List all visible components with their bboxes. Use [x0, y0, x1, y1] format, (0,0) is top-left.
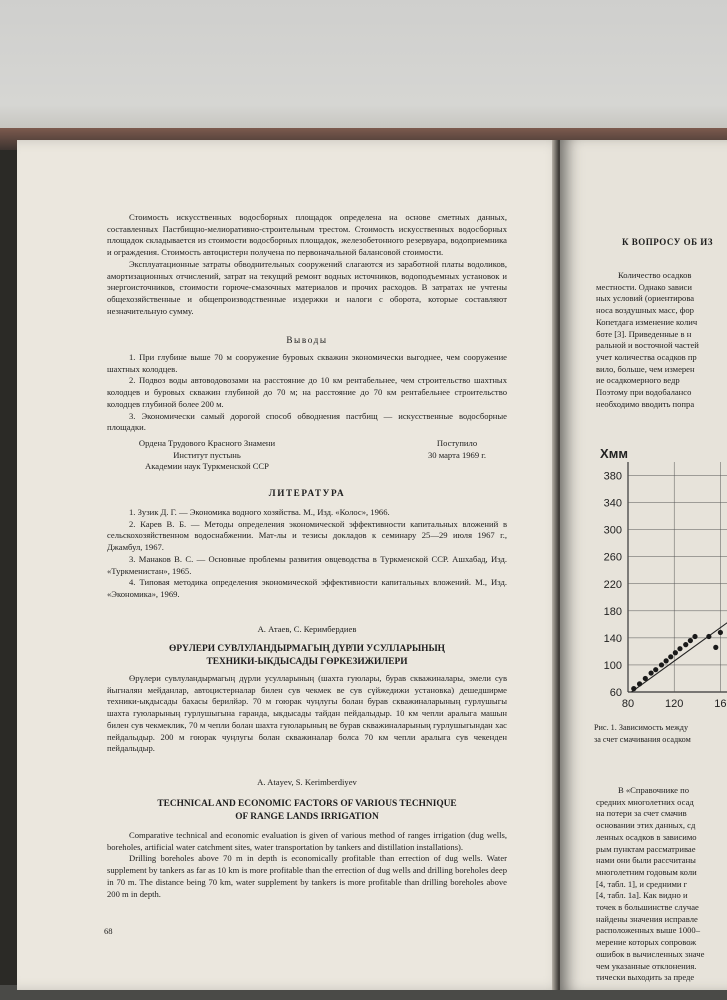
received-block	[407, 438, 507, 461]
intro-line: вило, больше, чем измерен	[596, 363, 695, 374]
turkmen-summary-text: Өрүлери сувлуландырмагың дүрли усулларының (шахта гуюлары, бурав скважиналары, эмели сув йыгналян мейданлар, автоцистерналар билен сув чекмек ве сув сүйжедижи установка) дешедширме техники-ыкдысады бахасы берилйәр. 70 м гоюрак чуңлугы болан бурав скважиналарының гурлушыгы шахта гуюларының гурлушыгына гаранда, ыкдысады тайдан пейдалыдыр. 10 км чепли аралыга машын билен сув чекмеклик, 70 м чепли болан шахта гуюларының ве бурав скважиналарының гурлушыгындан хас пейдалыдыр. 200 м гоюрак чуңлугы болан скважиналар болса 70 км чепли аралыга сув чекенден пейдалыдыр.	[107, 673, 507, 754]
reference-1: 1. Зузик Д. Г. — Экономика водного хозяйства. М., Изд. «Колос», 1966.	[129, 507, 390, 517]
figure-caption	[594, 722, 691, 745]
y-tick-label: 300	[603, 524, 622, 537]
intro-line: боте [3]. Приведенные в н	[596, 328, 692, 339]
conclusion-3: 3. Экономически самый дорогой способ обводнения пастбищ — искусственные водосборные площадки.	[107, 410, 507, 433]
turkmen-title-line-1: ӨРҮЛЕРИ СУВЛУЛАНДЫРМАГЫҢ ДҮРЛИ УСУЛЛАРЫНЫҢ	[169, 644, 445, 654]
conclusions-title: Выводы	[286, 335, 328, 345]
data-point	[664, 658, 669, 663]
english-title-line-2: OF RANGE LANDS IRRIGATION	[235, 811, 379, 822]
data-point	[706, 634, 711, 639]
body-line: точек в большинстве случае	[596, 902, 699, 913]
english-summary	[107, 830, 507, 900]
right-heading: К ВОПРОСУ ОБ ИЗ	[622, 237, 714, 247]
data-point	[692, 634, 697, 639]
turkmen-title	[107, 643, 507, 668]
intro-line: местности. Однако зависи	[596, 281, 692, 292]
y-tick-label: 180	[603, 605, 622, 618]
intro-line: учет количества осадков пр	[596, 351, 697, 362]
precipitation-chart	[580, 440, 727, 720]
affiliation-line-3: Академии наук Туркменской ССР	[145, 461, 269, 472]
body-line: на потери за счет смачив	[596, 808, 687, 819]
data-point	[718, 630, 723, 635]
conclusion-1: 1. При глубине выше 70 м сооружение буровых скважин экономически выгоднее, чем сооружение шахтных колодцев.	[107, 352, 507, 374]
body-line: средних многолетних осад	[596, 796, 694, 807]
intro-line: ие осадкомерного ведр	[596, 375, 680, 386]
x-tick-label: 80	[621, 698, 635, 710]
x-tick-label: 16	[714, 698, 727, 710]
y-tick-label: 260	[603, 551, 622, 564]
intro-line: необходимо вводить попра	[596, 398, 695, 409]
costs-section	[107, 212, 507, 317]
trend-line	[631, 621, 727, 692]
intro-line: ных условий (ориентирова	[596, 293, 695, 304]
figure-caption-line-2: за счет смачивания осадком	[594, 734, 691, 744]
data-point	[683, 642, 688, 647]
conclusion-2: 2. Подвоз воды автоводовозами на расстояние до 10 км рентабельнее, чем строительство шахтных колодцев и буровых скважин глубиной до 70 м; на расстояние до 70 км рентабельнее строительство колодцев глубиной более 200 м.	[107, 375, 507, 409]
body-line: [4, табл. 1], и средними г	[596, 878, 688, 889]
turkmen-title-line-2: ТЕХНИКИ-ЫКДЫСАДЫ ГӨРКЕЗИЖИЛЕРИ	[206, 656, 408, 667]
turkmen-authors: А. Атаев, С. Керимбердиев	[257, 624, 357, 634]
data-point	[653, 667, 658, 672]
body-line: В «Справочнике по	[618, 785, 690, 795]
y-axis-label: Хмм	[600, 446, 628, 461]
literature-title: ЛИТЕРАТУРА	[268, 488, 346, 498]
english-paragraph-2: Drilling boreholes above 70 m in depth is economically profitable than errection of dug wells. Water supplement by tankers as far as 10 km is more profitable than the errection of dug wells and drilling boreholes deep in 70 m. The distance being 70 km, water supplement by tankers is more profitable than drilling boreholes above 200 m in depth.	[107, 853, 507, 899]
affiliation-line-1: Ордена Трудового Красного Знамени	[138, 438, 276, 448]
body-line: нами они были рассчитаны	[596, 855, 696, 866]
intro-line: Количество осадков	[618, 270, 692, 280]
body-line: [4, табл. 1а]. Как видно и	[596, 890, 688, 901]
body-line: расположенных выше 1000–	[596, 925, 701, 936]
data-point	[659, 662, 664, 667]
english-paragraph-1: Comparative technical and economic evaluation is given of various method of ranges irrigation (dug wells, boreholes, artificial water catchment sites, water transportation by tankers and distillation installations).	[107, 830, 507, 852]
received-date: 30 марта 1969 г.	[428, 449, 486, 460]
references-list	[107, 507, 507, 601]
body-line: мерение которых сопровож	[596, 937, 697, 948]
intro-line: ральной и восточной частей	[596, 340, 699, 351]
affiliation	[107, 438, 307, 473]
right-body	[596, 785, 704, 984]
data-point	[673, 650, 678, 655]
y-tick-label: 220	[603, 578, 622, 591]
english-title-line-1: TECHNICAL AND ECONOMIC FACTORS OF VARIOUS TECHNIQUE	[157, 799, 457, 809]
reference-4: 4. Типовая методика определения экономической эффективности капитальных вложений. М., Изд. «Экономика», 1969.	[107, 577, 507, 599]
page-number: 68	[104, 926, 113, 936]
intro-line: Копетдага изменение колич	[596, 316, 698, 327]
data-point	[637, 681, 642, 686]
conclusions-list	[107, 352, 507, 434]
body-line: тически выходить за преде	[596, 972, 695, 983]
data-point	[631, 686, 636, 691]
x-tick-label: 120	[665, 698, 684, 710]
y-tick-label: 100	[603, 659, 622, 672]
turkmen-summary	[107, 673, 507, 755]
costs-paragraph-1: Стоимость искусственных водосборных площадок определена на основе сметных данных, составленных Пастбищно-мелиоративно-строительным трестом. Стоимость искусственных водосборных площадок складывается из стоимости водосборных площадок, железобетонного резервуара, водоприемника и ограждения. Стоимость автоцистерн получена по первоначальной балансовой стоимости.	[107, 212, 507, 258]
body-line: основании этих данных, сд	[596, 820, 696, 831]
intro-line: Поэтому при водобалансо	[596, 387, 692, 398]
right-page	[560, 140, 727, 990]
y-tick-label: 380	[603, 470, 622, 483]
english-title	[107, 798, 507, 823]
affiliation-line-2: Институт пустынь	[173, 449, 241, 460]
reference-3: 3. Манаков В. С. — Основные проблемы развития овцеводства в Туркменской ССР. Ашхабад, Изд. «Туркменистан», 1965.	[107, 553, 507, 576]
body-line: найдены значения исправле	[596, 913, 698, 924]
data-point	[677, 646, 682, 651]
data-point	[649, 670, 654, 675]
right-intro	[596, 270, 699, 410]
body-line: многолетним годовым коли	[596, 866, 697, 877]
data-point	[688, 638, 693, 643]
english-authors: A. Atayev, S. Kerimberdiyev	[257, 777, 357, 787]
reference-2: 2. Карев В. Б. — Методы определения экономической эффективности капитальных вложений в сельскохозяйственном водоснабжении. Мат-лы и тезисы докладов к семинару 25—29 июля 1967 г., Джамбул, 1967.	[107, 518, 507, 553]
y-tick-label: 60	[609, 687, 622, 699]
left-page	[17, 140, 567, 990]
y-tick-label: 340	[603, 497, 622, 510]
y-tick-label: 140	[603, 632, 622, 645]
data-point	[713, 645, 718, 650]
received-label: Поступило	[436, 438, 478, 448]
costs-paragraph-2: Эксплуатационные затраты обводнительных сооружений слагаются из заработной платы водоликов, амортизационных отчислений, затрат на текущий ремонт водных источников, водоподъемных установок и энергоисточников, стоимости горюче-смазочных материалов и прочих расходов. В затратах не учтены общехозяйственные и общепроизводственные издержки и налоги с оборота, которые составляют незначительную сумму.	[107, 258, 507, 316]
body-line: ошибок в вычисленных значе	[596, 948, 705, 959]
data-point	[643, 676, 648, 681]
data-point	[668, 654, 673, 659]
body-line: чем указанные отклонения.	[596, 960, 697, 971]
figure-caption-line-1: Рис. 1. Зависимость между	[594, 723, 689, 732]
body-line: рым пунктам рассматривае	[596, 843, 696, 854]
intro-line: носа воздушных масс, фор	[596, 305, 694, 316]
body-line: ленных осадков в зависимо	[596, 831, 697, 842]
